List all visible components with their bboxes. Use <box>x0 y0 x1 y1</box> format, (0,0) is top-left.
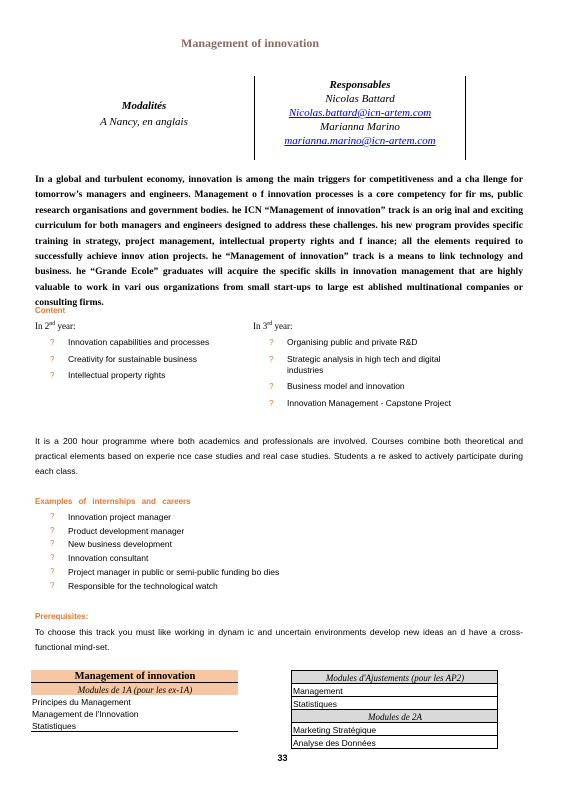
year2-label: In 2nd year: <box>35 321 76 331</box>
bullet-mark: ? <box>269 338 274 347</box>
year3-column <box>253 321 475 414</box>
list-item: ? Innovation Management - Capstone Project <box>269 397 451 408</box>
programme-paragraph: It is a 200 hour programme where both academics and professionals are involved. Courses combine both theoretical and practical elements based on experie nce case studies and real case studies. Students a re asked to actively participate during each class. <box>35 436 523 476</box>
modules-table-right <box>291 670 498 749</box>
table-subheader: Modules de 1A (pour les ex-1A) <box>31 683 238 696</box>
bullet-mark: ? <box>50 553 55 563</box>
intro-paragraph: In a global and turbulent economy, innovation is among the main triggers for competitiveness and a cha llenge for tomorrow’s managers and engineers. Management o f innovation processes is a core competency for fir ms, public research organisations and government bodies. he ICN “Management of innovation” track is an orig inal and exciting curriculum for both managers and engineers designed to address these challenges. his new program provides specific training in strategy, project management, intellectual property rights and f inance; all the elements required to successfully achieve innov ation projects. he “Management of innovation” track is a means to link technology and business. he “Grande Ecole” graduates will acquire the specific skills in innovation management that are highly valuable to work in vari ous organizations from small start-ups to large est ablished multinational companies or consulting firms. <box>35 174 523 309</box>
modalites-box <box>35 78 253 158</box>
bullet-mark: ? <box>269 382 274 391</box>
list-item: ? Innovation capabilities and processes <box>50 337 210 347</box>
bullet-mark: ? <box>50 338 55 347</box>
table-header: Modules de 2A <box>292 710 498 723</box>
list-item: ? Business model and innovation <box>269 381 405 391</box>
modules-table-left <box>31 670 238 732</box>
bullet-mark: ? <box>50 371 55 380</box>
responsable-name-2: Marianna Marino <box>320 121 400 133</box>
bullet-mark: ? <box>50 580 55 590</box>
careers-heading: Examples of internships and careers <box>35 497 191 506</box>
list-item: ? Innovation consultant <box>50 553 149 564</box>
bullet-mark: ? <box>269 398 274 408</box>
responsable-email-1[interactable]: Nicolas.battard@icn-artem.com <box>288 107 432 119</box>
table-row: Management <box>292 684 498 697</box>
responsables-box <box>256 78 464 148</box>
bullet-mark: ? <box>50 525 55 535</box>
table-row: Statistiques <box>292 697 498 710</box>
year3-label: In 3rd year: <box>253 321 293 331</box>
modalites-value: A Nancy, en anglais <box>100 116 188 128</box>
list-item: ? Strategic analysis in high tech and digital industries <box>269 353 441 375</box>
divider-right <box>465 76 466 160</box>
responsable-name-1: Nicolas Battard <box>325 93 395 105</box>
responsables-heading: Responsables <box>329 79 391 91</box>
list-item: ? New business development <box>50 539 172 550</box>
modalites-heading: Modalités <box>121 100 167 112</box>
table-row: Analyse des Données <box>293 737 376 748</box>
table-row: Marketing Stratégique <box>292 723 498 736</box>
list-item: ? Product development manager <box>50 525 185 536</box>
bullet-mark: ? <box>50 354 55 364</box>
content-heading: Content <box>35 306 66 315</box>
responsable-email-2[interactable]: marianna.marino@icn-artem.com <box>284 135 436 147</box>
list-item: ? Project manager in public or semi-public funding bo dies <box>50 566 280 577</box>
page-title: Management of innovation <box>181 36 319 50</box>
year2-column <box>35 321 250 387</box>
table-row: Statistiques <box>31 719 238 732</box>
bullet-mark: ? <box>269 354 274 364</box>
prereq-heading: Prerequisites: <box>35 612 89 621</box>
list-item: ? Organising public and private R&D <box>269 337 418 347</box>
list-item: ? Intellectual property rights <box>50 370 166 380</box>
careers-list <box>50 511 490 593</box>
table-header: Modules d'Ajustements (pour les AP2) <box>292 671 498 684</box>
list-item: ? Responsible for the technological watch <box>50 580 218 591</box>
bullet-mark: ? <box>50 566 55 576</box>
table-header: Management of innovation <box>31 670 238 683</box>
bullet-mark: ? <box>50 539 55 549</box>
prereq-paragraph: To choose this track you must like working in dynam ic and uncertain environments develop new ideas an d have a cross-functional mind-set. <box>35 627 523 652</box>
page-number: 33 <box>277 753 288 763</box>
divider-left <box>254 76 255 160</box>
list-item: ? Creativity for sustainable business <box>50 353 197 364</box>
table-row: Principes du Management <box>32 696 131 707</box>
bullet-mark: ? <box>50 512 55 521</box>
table-row: Management de l'Innovation <box>32 708 139 719</box>
list-item: ? Innovation project manager <box>50 512 172 522</box>
